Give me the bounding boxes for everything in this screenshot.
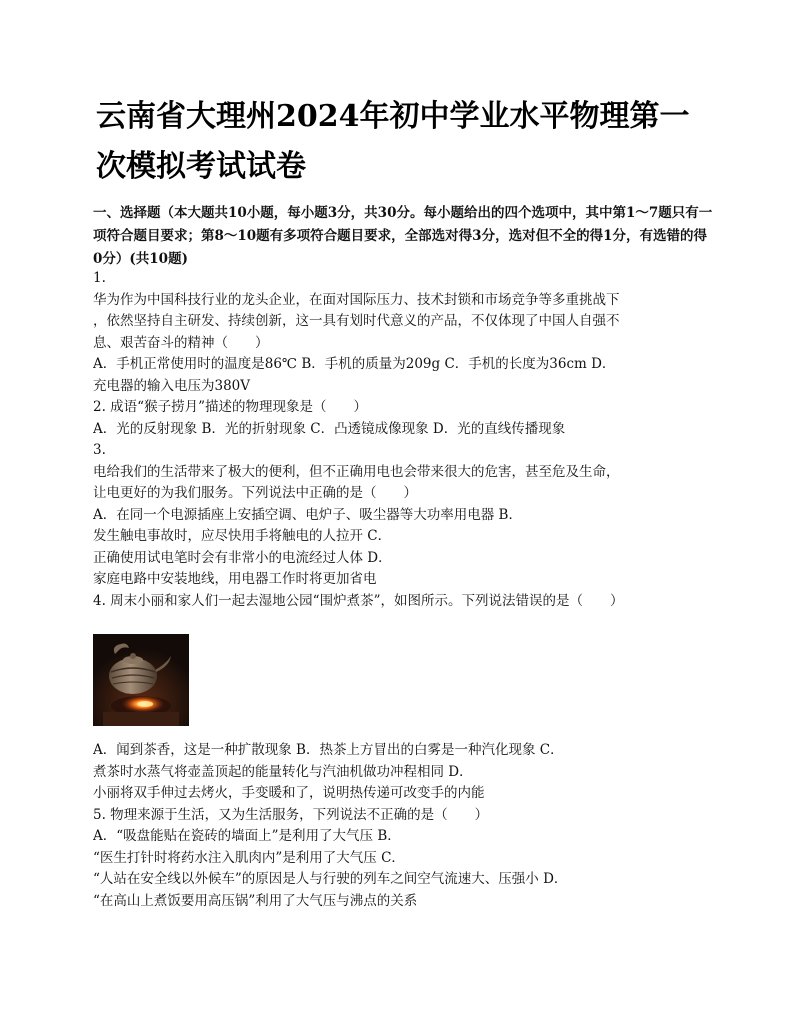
question-text: 5. 物理来源于生活，又为生活服务，下列说法不正确的是（ ） — [93, 806, 489, 823]
question-text: 电给我们的生活带来了极大的便利，但不正确用电也会带来很大的危害，甚至危及生命， — [93, 463, 620, 480]
page-title: 云南省大理州2024年初中学业水平物理第一次模拟考试试卷 — [96, 99, 690, 184]
answer-options: A．在同一个电源插座上安插空调、电炉子、吸尘器等大功率用电器 B． — [93, 506, 522, 523]
question-text: 让电更好的为我们服务。下列说法中正确的是（ ） — [93, 485, 417, 501]
answer-options: 小丽将双手伸过去烤火，手变暖和了，说明热传递可改变手的内能 — [93, 785, 485, 801]
question-text: 息、艰苦奋斗的精神（ ） — [93, 334, 269, 351]
answer-options: A．“吸盘能贴在瓷砖的墙面上”是利用了大气压 B． — [93, 828, 401, 844]
answer-options: “在高山上煮饭要用高压锅”利用了大气压与沸点的关系 — [93, 892, 418, 909]
section-heading: 一、选择题（本大题共10小题，每小题3分，共30分。每小题给出的四个选项中，其中第1～7题只有一项符合题目要求；第8～10题有多项符合题目要求，全部选对得3分，选对但不全的得1分，有选错的得0分）(共10题) — [93, 205, 713, 267]
tea-stove-photo — [93, 634, 189, 726]
question-text: 4. 周末小丽和家人们一起去湿地公园“围炉煮茶”，如图所示。下列说法错误的是（ ） — [93, 592, 624, 609]
question-text: 1. — [93, 270, 106, 286]
answer-options: “人站在安全线以外候车”的原因是人与行驶的列车之间空气流速大、压强小 D． — [93, 871, 568, 887]
question-body — [93, 268, 715, 912]
answer-options: 充电器的输入电压为380V — [93, 377, 251, 394]
answer-options: 发生触电事故时，应尽快用手将触电的人拉开 C． — [93, 528, 392, 544]
question-text: ，依然坚持自主研发、持续创新，这一具有划时代意义的产品，不仅体现了中国人自强不 — [93, 313, 620, 329]
question-text: 华为作为中国科技行业的龙头企业，在面对国际压力、技术封锁和市场竞争等多重挑战下 — [93, 291, 620, 308]
answer-options: 家庭电路中安装地线，用电器工作时将更加省电 — [93, 571, 377, 587]
answer-options: A．手机正常使用时的温度是86℃ B．手机的质量为209g C．手机的长度为36cm D． — [93, 356, 616, 372]
question-text: 2. 成语“猴子捞月”描述的物理现象是（ ） — [93, 399, 367, 415]
answer-options: A．闻到茶香，这是一种扩散现象 B．热茶上方冒出的白雾是一种汽化现象 C． — [93, 742, 564, 758]
figure-container — [93, 612, 715, 740]
question-text: 3. — [93, 442, 106, 458]
answer-options: 煮茶时水蒸气将壶盖顶起的能量转化与汽油机做功冲程相同 D． — [93, 763, 473, 780]
answer-options: A．光的反射现象 B．光的折射现象 C．凸透镜成像现象 D．光的直线传播现象 — [93, 420, 566, 437]
answer-options: “医生打针时将药水注入肌肉内”是利用了大气压 C． — [93, 849, 405, 866]
answer-options: 正确使用试电笔时会有非常小的电流经过人体 D． — [93, 549, 392, 566]
